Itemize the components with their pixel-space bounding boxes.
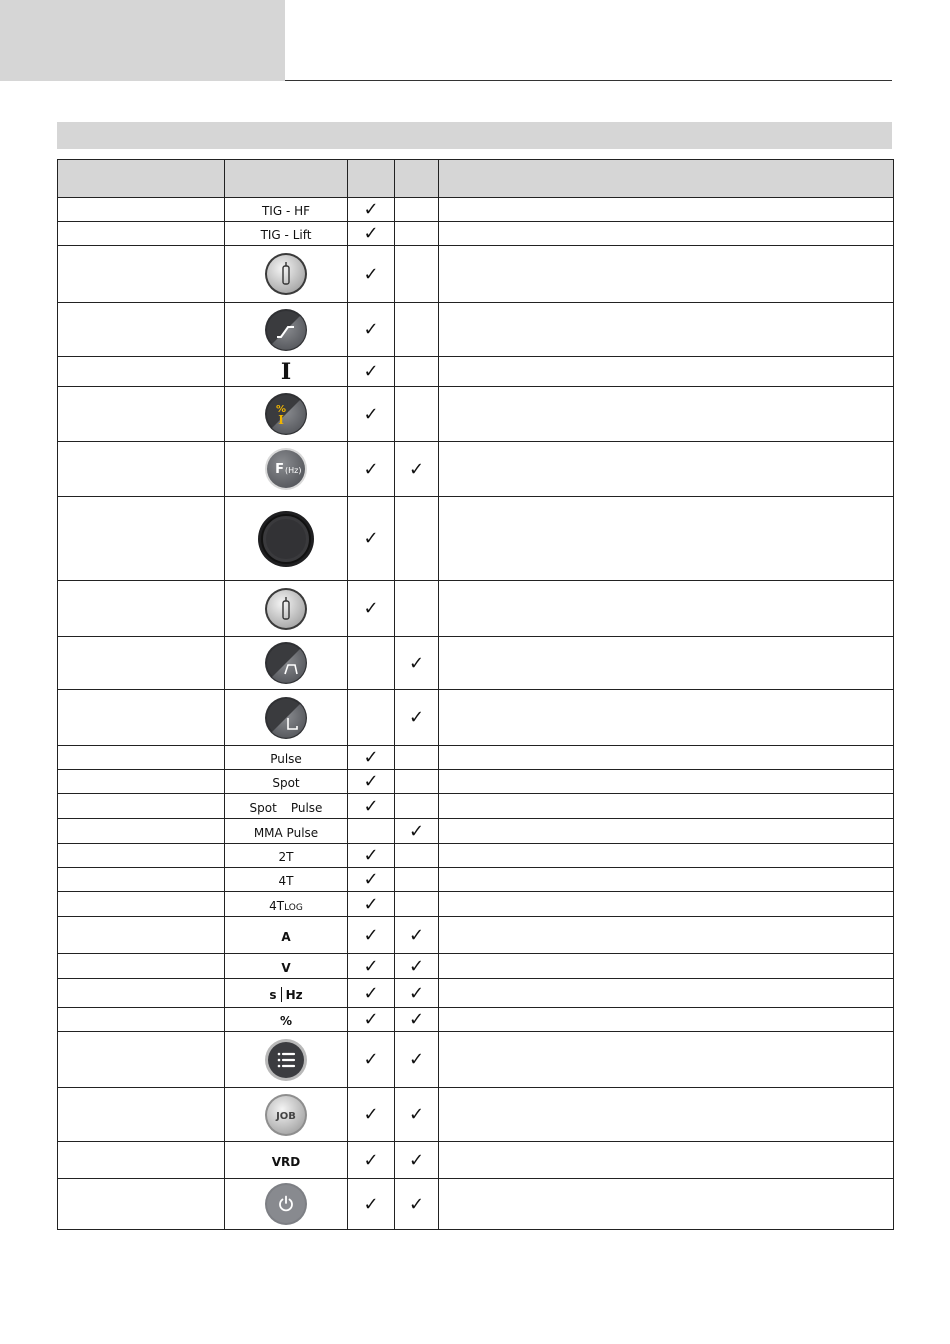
checkmark-icon: ✓ bbox=[363, 361, 379, 382]
table-row bbox=[58, 198, 894, 222]
svg-text:I: I bbox=[278, 413, 284, 427]
table-row bbox=[58, 770, 894, 794]
mma-check-cell bbox=[395, 246, 439, 303]
encoder-knob-icon bbox=[257, 510, 315, 568]
tig-check-cell bbox=[348, 746, 395, 770]
symbol-cell bbox=[225, 868, 348, 892]
tig-check-cell bbox=[348, 868, 395, 892]
function-cell bbox=[58, 1008, 225, 1032]
tig-check-cell bbox=[348, 442, 395, 497]
function-cell bbox=[58, 198, 225, 222]
table-row bbox=[58, 1088, 894, 1142]
symbol-cell bbox=[225, 979, 348, 1008]
function-cell bbox=[58, 387, 225, 442]
symbol-cell bbox=[225, 357, 348, 387]
menu-list-knob-icon bbox=[264, 1038, 308, 1082]
mma-check-cell bbox=[395, 892, 439, 917]
description-cell bbox=[439, 794, 894, 819]
table-row bbox=[58, 819, 894, 844]
description-cell bbox=[439, 917, 894, 954]
symbol-label: VRD bbox=[271, 1154, 301, 1169]
table-row bbox=[58, 917, 894, 954]
description-cell bbox=[439, 979, 894, 1008]
checkmark-icon: ✓ bbox=[408, 924, 425, 946]
description-cell bbox=[439, 1142, 894, 1179]
description-cell bbox=[439, 892, 894, 917]
symbol-cell bbox=[225, 581, 348, 637]
table-row bbox=[58, 1142, 894, 1179]
checkmark-icon: ✓ bbox=[363, 869, 379, 890]
frequency-knob-icon bbox=[264, 447, 308, 491]
mma-check-cell bbox=[395, 954, 439, 979]
mma-check-cell bbox=[395, 868, 439, 892]
current-i-icon: I bbox=[280, 358, 292, 385]
symbol-cell bbox=[225, 954, 348, 979]
function-cell bbox=[58, 746, 225, 770]
checkmark-icon: ✓ bbox=[363, 924, 379, 946]
function-cell bbox=[58, 819, 225, 844]
table-row bbox=[58, 1008, 894, 1032]
slope-knob-icon bbox=[264, 308, 308, 352]
description-cell bbox=[439, 746, 894, 770]
table-row bbox=[58, 844, 894, 868]
mma-check-cell bbox=[395, 1088, 439, 1142]
table-row bbox=[58, 746, 894, 770]
description-cell bbox=[439, 387, 894, 442]
symbol-cell bbox=[225, 1088, 348, 1142]
checkmark-icon: ✓ bbox=[408, 1149, 425, 1171]
checkmark-icon: ✓ bbox=[363, 319, 379, 340]
symbol-cell bbox=[225, 917, 348, 954]
checkmark-icon: ✓ bbox=[363, 1009, 379, 1030]
mma-check-cell bbox=[395, 581, 439, 637]
mma-check-cell bbox=[395, 1179, 439, 1230]
symbol-label: % bbox=[279, 1014, 293, 1028]
tig-check-cell bbox=[348, 222, 395, 246]
tig-check-cell bbox=[348, 844, 395, 868]
header-cell-description bbox=[439, 160, 894, 198]
function-cell bbox=[58, 1179, 225, 1230]
description-cell bbox=[439, 303, 894, 357]
table-header-row bbox=[58, 160, 894, 198]
tig-check-cell bbox=[348, 690, 395, 746]
description-cell bbox=[439, 222, 894, 246]
function-cell bbox=[58, 497, 225, 581]
checkmark-icon: ✓ bbox=[363, 598, 379, 619]
description-cell bbox=[439, 1032, 894, 1088]
checkmark-icon: ✓ bbox=[363, 1149, 379, 1171]
header-cell-function bbox=[58, 160, 225, 198]
gas-cylinder-knob-icon bbox=[264, 252, 308, 296]
description-cell bbox=[439, 442, 894, 497]
symbol-cell bbox=[225, 198, 348, 222]
checkmark-icon: ✓ bbox=[408, 1193, 425, 1215]
gas-cylinder-knob-icon bbox=[264, 587, 308, 631]
tig-check-cell bbox=[348, 1032, 395, 1088]
symbol-label: 4T bbox=[278, 874, 294, 888]
hot-start-knob-icon bbox=[264, 641, 308, 685]
tig-check-cell bbox=[348, 892, 395, 917]
checkmark-icon: ✓ bbox=[363, 199, 379, 220]
checkmark-icon: ✓ bbox=[408, 458, 425, 480]
description-cell bbox=[439, 690, 894, 746]
tig-check-cell bbox=[348, 1008, 395, 1032]
function-cell bbox=[58, 246, 225, 303]
function-cell bbox=[58, 979, 225, 1008]
function-cell bbox=[58, 303, 225, 357]
tig-check-cell bbox=[348, 637, 395, 690]
description-cell bbox=[439, 819, 894, 844]
header-cell-tig bbox=[348, 160, 395, 198]
table-row bbox=[58, 581, 894, 637]
checkmark-icon: ✓ bbox=[408, 1009, 425, 1030]
symbol-cell bbox=[225, 794, 348, 819]
checkmark-icon: ✓ bbox=[363, 403, 379, 425]
tig-check-cell bbox=[348, 387, 395, 442]
checkmark-icon: ✓ bbox=[363, 223, 379, 244]
power-button-icon bbox=[264, 1182, 308, 1226]
checkmark-icon: ✓ bbox=[363, 955, 379, 977]
tig-check-cell bbox=[348, 581, 395, 637]
symbol-cell bbox=[225, 387, 348, 442]
tig-check-cell bbox=[348, 770, 395, 794]
function-table bbox=[57, 159, 894, 1230]
function-cell bbox=[58, 794, 225, 819]
mma-check-cell bbox=[395, 497, 439, 581]
mma-check-cell bbox=[395, 979, 439, 1008]
tig-check-cell bbox=[348, 246, 395, 303]
symbol-label: Spot bbox=[272, 776, 300, 790]
mma-check-cell bbox=[395, 637, 439, 690]
table-row bbox=[58, 442, 894, 497]
symbol-label-secondary: Hz bbox=[285, 987, 303, 1002]
table-row bbox=[58, 303, 894, 357]
description-cell bbox=[439, 1088, 894, 1142]
symbol-label: s bbox=[269, 987, 277, 1002]
arc-force-knob-icon bbox=[264, 696, 308, 740]
tig-check-cell bbox=[348, 198, 395, 222]
table-row bbox=[58, 868, 894, 892]
checkmark-icon: ✓ bbox=[408, 1104, 425, 1125]
separator-bar bbox=[281, 987, 282, 1002]
function-cell bbox=[58, 1032, 225, 1088]
svg-text:JOB: JOB bbox=[276, 1110, 296, 1122]
table-row bbox=[58, 387, 894, 442]
description-cell bbox=[439, 497, 894, 581]
mma-check-cell bbox=[395, 442, 439, 497]
description-cell bbox=[439, 246, 894, 303]
symbol-cell bbox=[225, 1032, 348, 1088]
symbol-cell bbox=[225, 819, 348, 844]
mma-check-cell bbox=[395, 1008, 439, 1032]
function-cell bbox=[58, 917, 225, 954]
tig-check-cell bbox=[348, 1088, 395, 1142]
mma-check-cell bbox=[395, 917, 439, 954]
description-cell bbox=[439, 954, 894, 979]
checkmark-icon: ✓ bbox=[363, 893, 379, 915]
function-cell bbox=[58, 892, 225, 917]
symbol-label: A bbox=[281, 929, 291, 944]
checkmark-icon: ✓ bbox=[363, 845, 379, 866]
symbol-cell bbox=[225, 246, 348, 303]
checkmark-icon: ✓ bbox=[408, 707, 425, 728]
job-button-icon bbox=[264, 1093, 308, 1137]
function-cell bbox=[58, 1142, 225, 1179]
mma-check-cell bbox=[395, 1032, 439, 1088]
table-row bbox=[58, 892, 894, 917]
symbol-label-secondary: Pulse bbox=[290, 800, 323, 815]
function-cell bbox=[58, 690, 225, 746]
checkmark-icon: ✓ bbox=[363, 528, 379, 549]
function-cell bbox=[58, 357, 225, 387]
checkmark-icon: ✓ bbox=[408, 820, 425, 842]
function-cell bbox=[58, 581, 225, 637]
tig-check-cell bbox=[348, 497, 395, 581]
tig-check-cell bbox=[348, 1179, 395, 1230]
tig-check-cell bbox=[348, 303, 395, 357]
mma-check-cell bbox=[395, 794, 439, 819]
function-cell bbox=[58, 442, 225, 497]
function-cell bbox=[58, 844, 225, 868]
symbol-cell bbox=[225, 892, 348, 917]
symbol-label: TIG - HF bbox=[261, 204, 311, 218]
header-cell-mma bbox=[395, 160, 439, 198]
symbol-label: MMA Pulse bbox=[253, 825, 319, 840]
tig-check-cell bbox=[348, 917, 395, 954]
table-row bbox=[58, 246, 894, 303]
symbol-cell bbox=[225, 690, 348, 746]
symbol-cell bbox=[225, 222, 348, 246]
checkmark-icon: ✓ bbox=[408, 1049, 425, 1070]
mma-check-cell bbox=[395, 819, 439, 844]
table-row bbox=[58, 1032, 894, 1088]
symbol-cell bbox=[225, 770, 348, 794]
mma-check-cell bbox=[395, 387, 439, 442]
mma-check-cell bbox=[395, 198, 439, 222]
mma-check-cell bbox=[395, 690, 439, 746]
checkmark-icon: ✓ bbox=[363, 1193, 379, 1215]
mma-check-cell bbox=[395, 222, 439, 246]
symbol-cell bbox=[225, 746, 348, 770]
svg-text:(Hz): (Hz) bbox=[285, 466, 302, 475]
percent-current-knob-icon bbox=[264, 392, 308, 436]
svg-text:%: % bbox=[275, 404, 287, 415]
function-cell bbox=[58, 637, 225, 690]
checkmark-icon: ✓ bbox=[408, 652, 425, 674]
symbol-cell bbox=[225, 637, 348, 690]
mma-check-cell bbox=[395, 1142, 439, 1179]
table-row bbox=[58, 357, 894, 387]
description-cell bbox=[439, 770, 894, 794]
table-row bbox=[58, 979, 894, 1008]
function-cell bbox=[58, 1088, 225, 1142]
tig-check-cell bbox=[348, 1142, 395, 1179]
checkmark-icon: ✓ bbox=[363, 771, 379, 792]
symbol-label: V bbox=[281, 960, 291, 975]
tig-check-cell bbox=[348, 357, 395, 387]
checkmark-icon: ✓ bbox=[408, 955, 425, 977]
mma-check-cell bbox=[395, 357, 439, 387]
symbol-cell bbox=[225, 1008, 348, 1032]
checkmark-icon: ✓ bbox=[363, 1049, 379, 1070]
checkmark-icon: ✓ bbox=[408, 982, 425, 1004]
symbol-label-subscript: LOG bbox=[284, 902, 303, 913]
mma-check-cell bbox=[395, 770, 439, 794]
symbol-label: 2T bbox=[278, 850, 294, 864]
symbol-cell bbox=[225, 442, 348, 497]
tig-check-cell bbox=[348, 979, 395, 1008]
description-cell bbox=[439, 357, 894, 387]
symbol-label: TIG - Lift bbox=[260, 228, 312, 242]
description-cell bbox=[439, 637, 894, 690]
function-cell bbox=[58, 954, 225, 979]
table-row bbox=[58, 1179, 894, 1230]
function-cell bbox=[58, 868, 225, 892]
symbol-cell bbox=[225, 497, 348, 581]
section-title-bar bbox=[57, 122, 892, 149]
svg-text:F: F bbox=[275, 462, 284, 477]
description-cell bbox=[439, 844, 894, 868]
checkmark-icon: ✓ bbox=[363, 1104, 379, 1125]
header-gray-block bbox=[0, 0, 285, 81]
symbol-label: Pulse bbox=[270, 752, 302, 766]
tig-check-cell bbox=[348, 819, 395, 844]
table-row bbox=[58, 954, 894, 979]
mma-check-cell bbox=[395, 303, 439, 357]
function-cell bbox=[58, 770, 225, 794]
description-cell bbox=[439, 581, 894, 637]
symbol-cell bbox=[225, 1142, 348, 1179]
checkmark-icon: ✓ bbox=[363, 458, 379, 480]
table-row bbox=[58, 794, 894, 819]
mma-check-cell bbox=[395, 746, 439, 770]
mma-check-cell bbox=[395, 844, 439, 868]
checkmark-icon: ✓ bbox=[363, 982, 379, 1004]
checkmark-icon: ✓ bbox=[363, 263, 379, 285]
symbol-label: Spot bbox=[249, 800, 277, 815]
symbol-cell bbox=[225, 1179, 348, 1230]
header-rule bbox=[285, 80, 892, 81]
description-cell bbox=[439, 1179, 894, 1230]
table-row bbox=[58, 497, 894, 581]
tig-check-cell bbox=[348, 954, 395, 979]
header-cell-symbol bbox=[225, 160, 348, 198]
symbol-cell bbox=[225, 844, 348, 868]
table-row bbox=[58, 637, 894, 690]
function-cell bbox=[58, 222, 225, 246]
symbol-cell bbox=[225, 303, 348, 357]
table-row bbox=[58, 690, 894, 746]
checkmark-icon: ✓ bbox=[363, 795, 379, 817]
tig-check-cell bbox=[348, 794, 395, 819]
description-cell bbox=[439, 1008, 894, 1032]
description-cell bbox=[439, 198, 894, 222]
table-row bbox=[58, 222, 894, 246]
symbol-label: 4T bbox=[269, 898, 285, 913]
description-cell bbox=[439, 868, 894, 892]
checkmark-icon: ✓ bbox=[363, 747, 379, 768]
